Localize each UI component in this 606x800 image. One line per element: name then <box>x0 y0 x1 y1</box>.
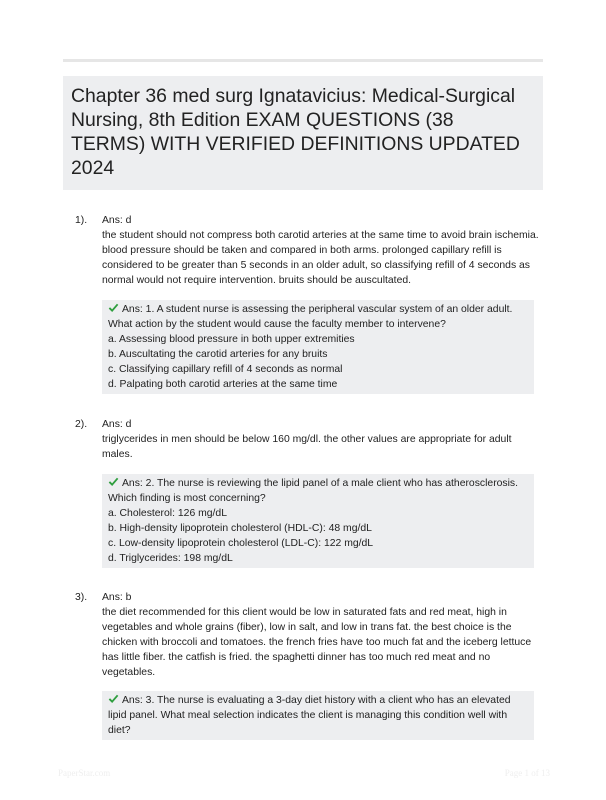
option-b: b. Auscultating the carotid arteries for any bruits <box>108 349 328 360</box>
answer-key: Ans: d <box>102 215 132 226</box>
question-text: Ans: 1. A student nurse is assessing the peripheral vascular system of an older adult. What action by the student would cause the faculty member to intervene? <box>108 304 513 330</box>
item-number: 2). <box>75 419 88 430</box>
option-c: c. Low-density lipoprotein cholesterol (LDL-C): 122 mg/dL <box>108 538 374 549</box>
question-text: Ans: 3. The nurse is evaluating a 3-day diet history with a client who has an elevated lipid panel. What meal selection indicates the client is managing this condition well with diet? <box>108 695 511 736</box>
checkmark-icon <box>108 693 119 704</box>
option-d: d. Palpating both carotid arteries at the same time <box>108 379 338 390</box>
question-panel <box>102 474 534 568</box>
document-title: Chapter 36 med surg Ignatavicius: Medical-Surgical Nursing, 8th Edition EXAM QUESTIONS (38 TERMS) WITH VERIFIED DEFINITIONS UPDATED 2024 <box>71 85 520 179</box>
answer-key: Ans: b <box>102 592 132 603</box>
top-divider <box>63 59 543 62</box>
option-b: b. High-density lipoprotein cholesterol (HDL-C): 48 mg/dL <box>108 523 372 534</box>
rationale-text: triglycerides in men should be below 160 mg/dl. the other values are appropriate for adult males. <box>102 434 512 460</box>
checkmark-icon <box>108 302 119 313</box>
footer-page-number: Page 1 of 13 <box>504 768 550 778</box>
question-panel <box>102 691 534 740</box>
question-panel <box>102 300 534 394</box>
rationale-text: the student should not compress both carotid arteries at the same time to avoid brain ischemia. blood pressure should be taken and compared in both arms. prolonged capillary refill is considered to be greater than 5 seconds in an older adult, so classifying refill of 4 seconds as normal would not require intervention. bruits should be auscultated. <box>102 230 539 286</box>
footer-site: PaperStar.com <box>58 768 111 778</box>
option-a: a. Assessing blood pressure in both upper extremities <box>108 334 355 345</box>
item-number: 3). <box>75 592 88 603</box>
option-c: c. Classifying capillary refill of 4 seconds as normal <box>108 364 343 375</box>
item-number: 1). <box>75 215 88 226</box>
checkmark-icon <box>108 476 119 487</box>
answer-key: Ans: d <box>102 419 132 430</box>
rationale-text: the diet recommended for this client would be low in saturated fats and red meat, high in vegetables and whole grains (fiber), low in salt, and low in trans fat. the best choice is the chicken with broccoli and tomatoes. the french fries have too much fat and the iceberg lettuce has little fiber. the catfish is fried. the spaghetti dinner has too much red meat and no vegetables. <box>102 607 532 678</box>
question-text: Ans: 2. The nurse is reviewing the lipid panel of a male client who has atherosclerosis. Which finding is most concerning? <box>108 478 519 504</box>
option-d: d. Triglycerides: 198 mg/dL <box>108 553 233 564</box>
option-a: a. Cholesterol: 126 mg/dL <box>108 508 227 519</box>
title-panel <box>63 76 543 190</box>
